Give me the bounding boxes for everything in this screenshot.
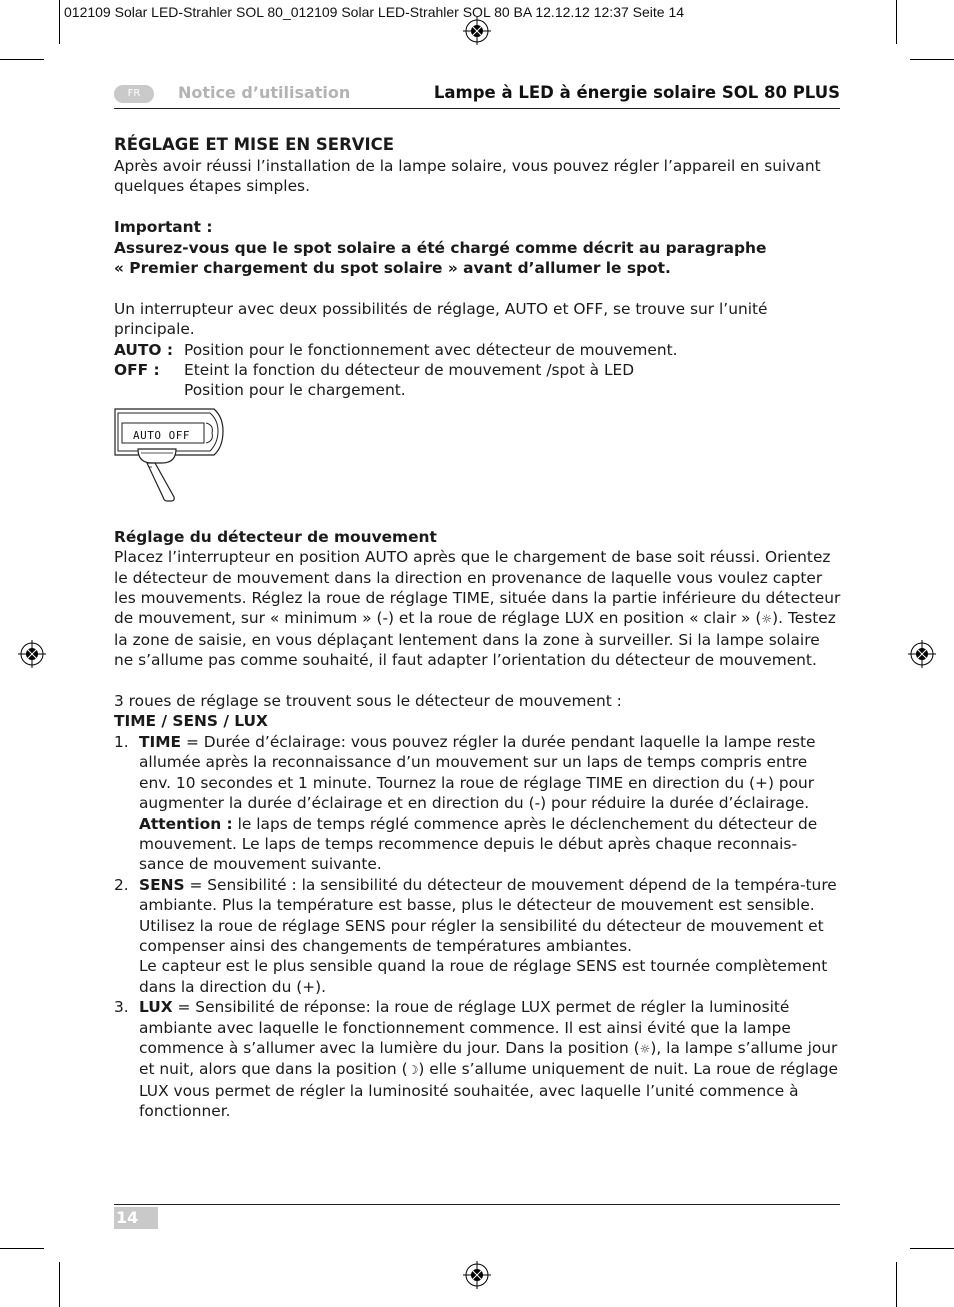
print-slug: 012109 Solar LED-Strahler SOL 80_012109 Solar LED-Strahler SOL 80 BA 12.12.12 12:37 Seite 14 [64, 4, 685, 20]
list-number: 3. [114, 998, 129, 1017]
list-body [139, 997, 842, 1121]
list-text: = Durée d’éclairage: vous pouvez régler la durée pendant laquelle la lampe reste allumée après la reconnaissance d’un mouvement sur un laps de temps compris entre env. 10 secondes et 1 minute. Tournez la roue de réglage TIME en direction du (+) pour augmenter la durée d’éclairage et en direction du (-) pour réduire la durée d’éclairage. [139, 732, 816, 813]
crop-mark [896, 0, 897, 44]
footer-rule [114, 1204, 840, 1205]
registration-mark-icon [908, 640, 936, 668]
crop-mark [59, 0, 60, 44]
important-line: « Premier chargement du spot solaire » avant d’allumer le spot. [114, 259, 671, 278]
important-line: Assurez-vous que le spot solaire a été chargé comme décrit au paragraphe [114, 238, 767, 257]
switch-drawing [114, 407, 234, 507]
list-item-time [114, 732, 842, 875]
off-description-line: Eteint la fonction du détecteur de mouvement /spot à LED [184, 361, 635, 380]
list-term: LUX [139, 998, 173, 1017]
moon-icon: ☽ [407, 1063, 419, 1078]
registration-mark-icon [463, 17, 491, 45]
crop-mark [910, 59, 954, 60]
registration-mark-icon [18, 640, 46, 668]
list-body [139, 875, 842, 997]
list-item-lux [114, 997, 842, 1121]
list-extra: Le capteur est le plus sensible quand la roue de réglage SENS est tournée complètement dans la direction du (+). [139, 957, 828, 996]
list-term: TIME [139, 732, 182, 751]
sun-icon: ☼ [761, 612, 773, 627]
list-text: = Sensibilité de réponse: la roue de réglage LUX permet de régler la luminosité ambiante avec laquelle le fonctionnement commence. Il est ainsi évité que la lampe commence à s’allumer avec la lumière du jour. Dans la position ( [139, 998, 791, 1057]
registration-mark-icon [463, 1261, 491, 1289]
auto-definition [114, 340, 842, 360]
list-term: SENS [139, 875, 185, 894]
intro-paragraph: Après avoir réussi l’installation de la lampe solaire, vous pouvez régler l’appareil en suivant quelques étapes simples. [114, 157, 821, 196]
off-description-line: Position pour le chargement. [184, 381, 406, 400]
list-body [139, 732, 842, 875]
auto-key: AUTO : [114, 340, 174, 359]
wheels-intro: 3 roues de réglage se trouvent sous le détecteur de mouvement : [114, 692, 622, 711]
off-description [184, 360, 842, 401]
detector-text: Placez l’interrupteur en position AUTO après que le chargement de base soit réussi. Orientez le détecteur de mouvement dans la direction en provenance de laquelle vous voulez capter les mouvements. Réglez la roue de réglage TIME, située dans la partie inférieure du détecteur de mouvement, sur « minimum » (-) et la roue de réglage LUX en position « clair » ( [114, 548, 841, 628]
switch-paragraph: Un interrupteur avec deux possibilités de réglage, AUTO et OFF, se trouve sur l’unité principale. [114, 299, 768, 339]
crop-mark [0, 59, 44, 60]
important-label: Important : [114, 218, 213, 237]
list-text: = Sensibilité : la sensibilité du détecteur de mouvement dépend de la tempéra-ture ambiante. Plus la température est basse, plus le détecteur de mouvement est sensible. Utilisez la roue de réglage SENS pour régler la sensibilité du détecteur de mouvement et compenser ainsi des changements de températures ambiantes. [139, 875, 837, 955]
crop-mark [910, 1248, 954, 1249]
switch-illustration [114, 407, 234, 507]
note-label: Attention : [139, 814, 233, 833]
detector-text: ). Testez la zone de saisie, en vous déplaçant lentement dans la zone à surveiller. Si la lampe solaire ne s’allume pas comme souhaité, il faut adapter l’orientation du détecteur de mouvement. [114, 609, 836, 670]
product-title: Lampe à LED à énergie solaire SOL 80 PLUS [433, 83, 840, 102]
sun-icon: ☼ [639, 1041, 651, 1056]
page-number: 14 [114, 1207, 158, 1229]
page-content [114, 134, 842, 1122]
page-header [114, 82, 840, 109]
crop-mark [896, 1262, 897, 1307]
detector-title: Réglage du détecteur de mouvement [114, 527, 437, 546]
detector-paragraph [114, 547, 842, 670]
crop-mark [59, 1262, 60, 1307]
note-text: le laps de temps réglé commence après le déclenchement du détecteur de mouvement. Le laps de temps recommence depuis le début après chaque reconnais-sance de mouvement suivante. [139, 814, 818, 874]
wheels-heading: TIME / SENS / LUX [114, 712, 268, 731]
list-text: ), la lampe s’allume jour et nuit, alors que dans la position ( [139, 1038, 838, 1079]
list-number: 1. [114, 732, 129, 751]
auto-description: Position pour le fonctionnement avec détecteur de mouvement. [184, 340, 678, 359]
off-key: OFF : [114, 361, 160, 380]
crop-mark [0, 1248, 44, 1249]
list-item-sens [114, 875, 842, 997]
switch-label: AUTO OFF [133, 428, 190, 442]
document-type: Notice d’utilisation [178, 83, 351, 102]
list-text: ) elle s’allume uniquement de nuit. La roue de réglage LUX vous permet de régler la luminosité souhaitée, avec laquelle l’unité commence à fonctionner. [139, 1060, 839, 1121]
off-definition [114, 360, 842, 401]
language-badge: FR [114, 85, 154, 103]
list-number: 2. [114, 875, 129, 894]
section-title: RÉGLAGE ET MISE EN SERVICE [114, 135, 395, 154]
